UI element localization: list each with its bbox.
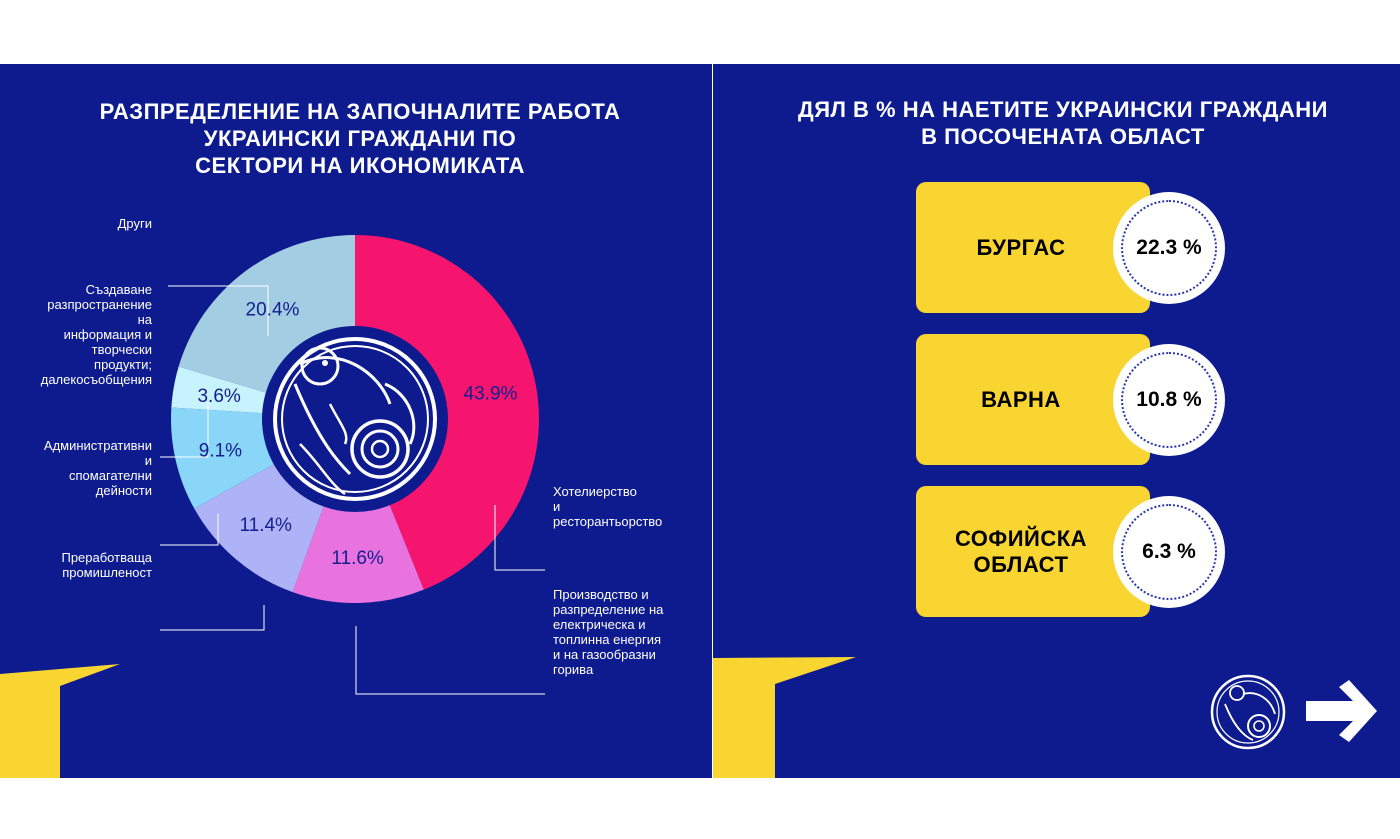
slice-label: Хотелиерство и ресторантьорство	[553, 484, 663, 529]
slice-label: Производство и разпределение на електрическа и топлинна енергия и на газообразни горива	[553, 587, 664, 677]
slice-label: Преработваща промишленост	[61, 550, 152, 580]
slice-label: Административни и спомагателни дейности	[43, 438, 152, 498]
regions-title	[773, 96, 1353, 150]
slice-label: Създаване разпространение на информация и творчески продукти; далекосъобщения	[40, 282, 152, 387]
region-value-bubble	[1113, 192, 1225, 304]
right-panel	[713, 64, 1400, 778]
left-panel	[0, 64, 712, 778]
region-value: 6.3 %	[1121, 504, 1217, 600]
slice-label: Други	[117, 216, 152, 231]
chart-title-line: УКРАИНСКИ ГРАЖДАНИ ПО	[203, 126, 517, 151]
emblem-logo-icon	[262, 326, 448, 512]
regions-title-line: ДЯЛ В % НА НАЕТИТЕ УКРАИНСКИ ГРАЖДАНИ	[798, 97, 1328, 122]
corner-decoration	[713, 657, 856, 778]
region-value: 10.8 %	[1121, 352, 1217, 448]
leader-line	[356, 626, 545, 694]
arrow-right-icon[interactable]	[1306, 680, 1377, 742]
regions-title-line: В ПОСОЧЕНАТА ОБЛАСТ	[921, 124, 1205, 149]
slice-value-label: 20.4%	[245, 299, 300, 321]
region-name: ВАРНА	[981, 386, 1061, 412]
region-name: СОФИЙСКА ОБЛАСТ	[954, 525, 1088, 577]
chart-title-line: РАЗПРЕДЕЛЕНИЕ НА ЗАПОЧНАЛИТЕ РАБОТА	[99, 99, 621, 124]
region-value-bubble	[1113, 344, 1225, 456]
region-name: БУРГАС	[976, 234, 1066, 260]
leader-line	[160, 605, 264, 630]
region-value-bubble	[1113, 496, 1225, 608]
slice-value-label: 9.1%	[198, 440, 243, 462]
chart-title-line: СЕКТОРИ НА ИКОНОМИКАТА	[195, 153, 525, 178]
emblem-logo-icon	[1212, 676, 1284, 748]
region-value: 22.3 %	[1121, 200, 1217, 296]
slice-value-label: 11.6%	[331, 547, 384, 569]
slice-value-label: 11.4%	[239, 515, 292, 537]
slice-value-label: 3.6%	[197, 385, 241, 407]
corner-decoration	[0, 664, 120, 778]
slice-value-label: 43.9%	[463, 383, 518, 405]
